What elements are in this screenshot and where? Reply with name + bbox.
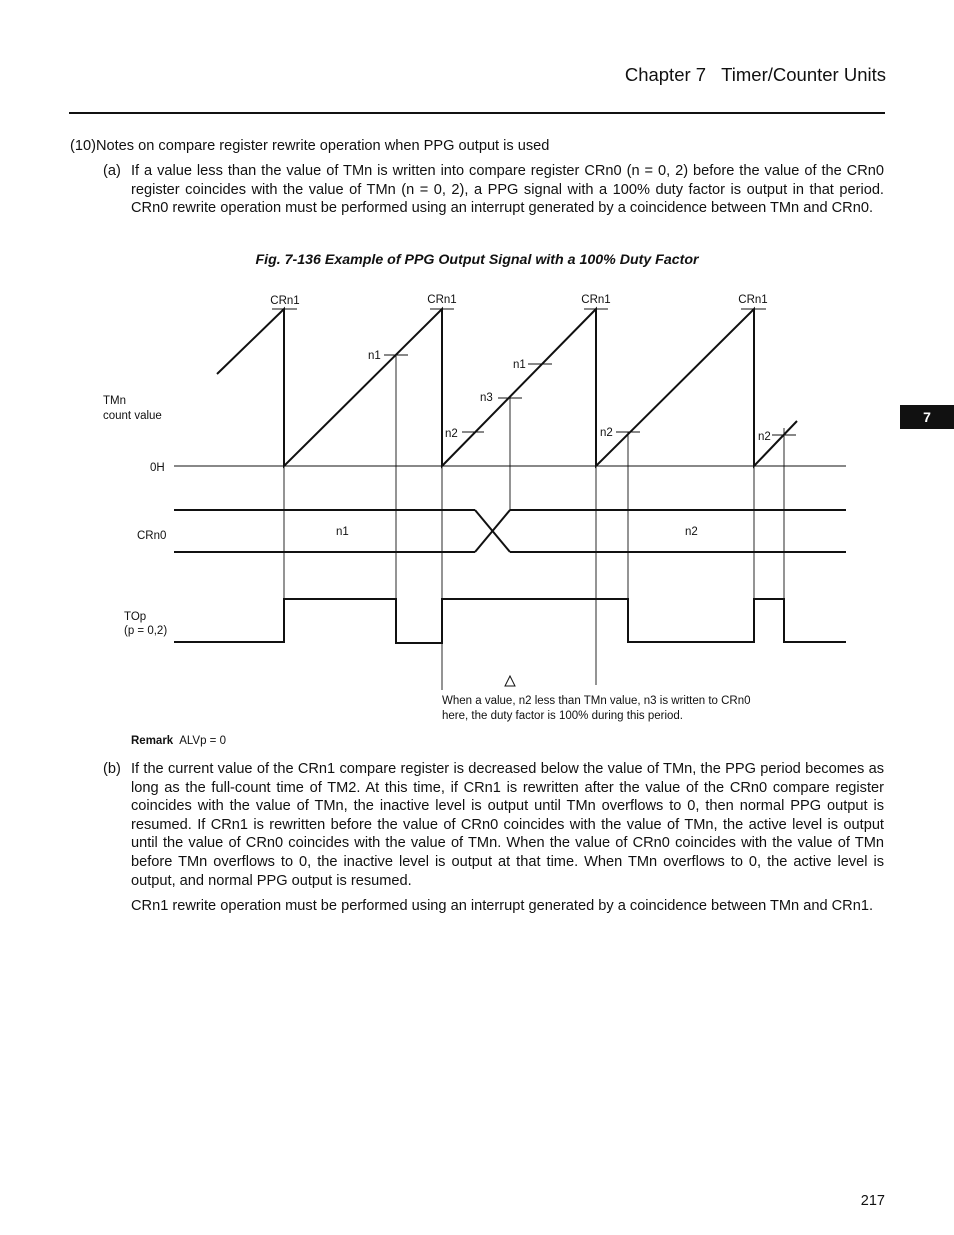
crn1-label: CRn1 bbox=[738, 294, 768, 306]
crn1-label: CRn1 bbox=[427, 294, 457, 306]
item-b-marker: (b) bbox=[103, 761, 121, 777]
crn1-label: CRn1 bbox=[270, 295, 300, 307]
n2-label: n2 bbox=[758, 431, 771, 443]
crn0-value-label: n1 bbox=[336, 526, 349, 538]
timing-guide-lines bbox=[284, 355, 784, 690]
tmn-axis-sublabel: count value bbox=[103, 410, 162, 422]
crn0-value-label: n2 bbox=[685, 526, 698, 538]
annotation-line-1: When a value, n2 less than TMn value, n3 is written to CRn0 bbox=[442, 695, 751, 707]
remark-text: ALVp = 0 bbox=[179, 735, 226, 747]
chapter-tab[interactable]: 7 bbox=[900, 405, 954, 429]
item-b-text-2: CRn1 rewrite operation must be performed using an interrupt generated by a coincidence between TMn and CRn1. bbox=[131, 898, 874, 914]
crn0-axis-label: CRn0 bbox=[137, 530, 167, 542]
item-b-text: If the current value of the CRn1 compare register is decreased below the value of TMn, the PPG period becomes as long as the full-count time of TM2. At this time, if CRn1 is rewritten after the value of the CRn0 compare register coincides with the value of TMn, the inactive level is output until TMn overflows to 0, then normal PPG output is resumed. If CRn1 is rewritten before the value of CRn0 coincides with the value of TMn, the active level is output until the value of CRn0 coincides with the value of TMn. When the value of CRn0 coincides with the value of TMn before TMn overflows to 0, the inactive level is output at that time. When TMn overflows to 0, the active level is output, and normal PPG output is resumed. bbox=[131, 761, 884, 889]
n2-label: n2 bbox=[445, 428, 458, 440]
chapter-title: Chapter 7 Timer/Counter Units bbox=[624, 64, 886, 85]
crn0-bus bbox=[174, 510, 846, 552]
top-waveform bbox=[174, 599, 846, 643]
remark-label: Remark bbox=[131, 735, 174, 747]
n1-label: n1 bbox=[513, 359, 526, 371]
tmn-sawtooth bbox=[217, 309, 797, 466]
section-heading: (10)Notes on compare register rewrite operation when PPG output is used bbox=[70, 138, 550, 154]
tmn-axis-label: TMn bbox=[103, 395, 126, 407]
annotation-line-2: here, the duty factor is 100% during this period. bbox=[442, 710, 684, 722]
n3-label: n3 bbox=[480, 392, 493, 404]
top-axis-label: TOp bbox=[124, 611, 147, 623]
item-a-text: If a value less than the value of TMn is written into compare register CRn0 (n = 0, 2) before the value of the CRn0 register coincides with the value of TMn (n = 0, 2), a PPG signal with a 100% duty factor is output in that period. CRn0 rewrite operation must be performed using an interrupt generated by a coincidence between TMn and CRn0. bbox=[131, 163, 884, 217]
crn1-label: CRn1 bbox=[581, 294, 611, 306]
top-axis-sublabel: (p = 0,2) bbox=[124, 625, 168, 637]
remark bbox=[131, 735, 226, 747]
compare-ticks bbox=[384, 355, 796, 435]
n1-label: n1 bbox=[368, 350, 381, 362]
n2-label: n2 bbox=[600, 427, 613, 439]
page-number: 217 bbox=[860, 1193, 885, 1209]
zero-label: 0H bbox=[150, 462, 165, 474]
figure-caption: Fig. 7-136 Example of PPG Output Signal with a 100% Duty Factor bbox=[255, 252, 699, 268]
header-divider bbox=[69, 112, 885, 114]
item-a-marker: (a) bbox=[103, 163, 121, 179]
triangle-marker bbox=[505, 676, 515, 686]
timing-diagram bbox=[0, 280, 954, 730]
